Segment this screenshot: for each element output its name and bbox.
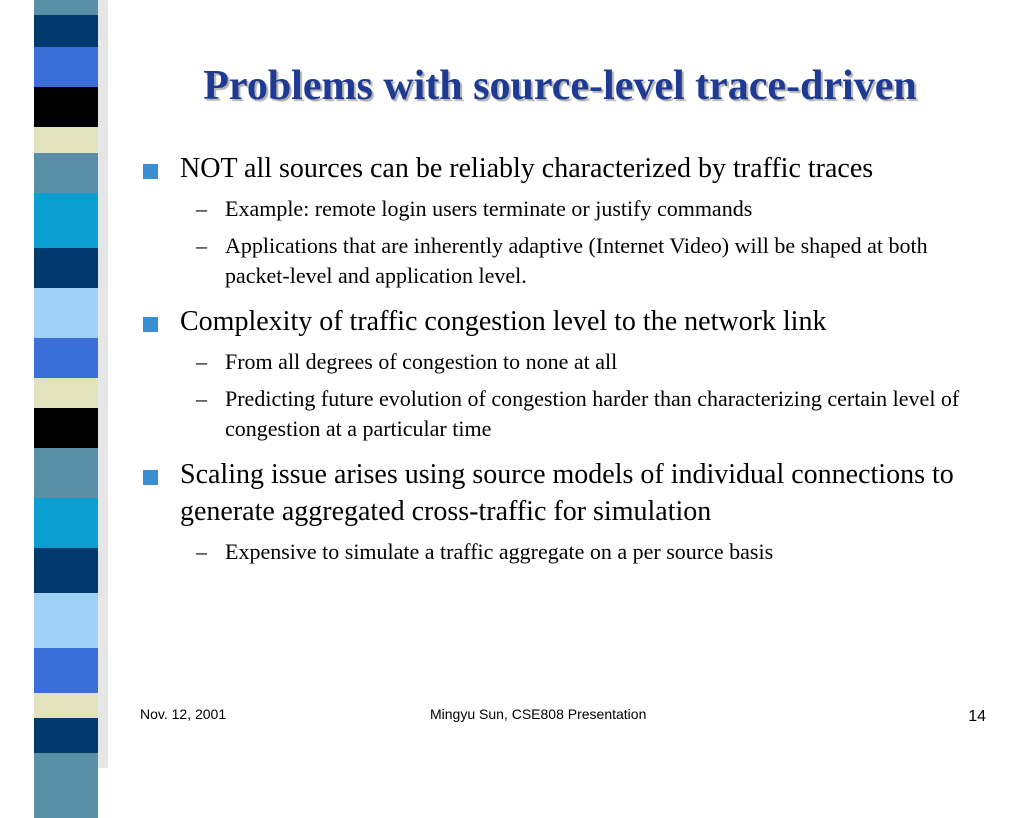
stripe-segment bbox=[34, 378, 98, 408]
sub-bullet-item bbox=[143, 231, 973, 291]
stripe-segment bbox=[34, 408, 98, 448]
bullet-text: Complexity of traffic congestion level to the network link bbox=[180, 306, 827, 337]
footer-presenter: Mingyu Sun, CSE808 Presentation bbox=[430, 706, 647, 722]
stripe-segment bbox=[34, 548, 98, 593]
stripe-segment bbox=[34, 338, 98, 378]
sub-bullet-item bbox=[143, 537, 973, 567]
sub-bullet-item bbox=[143, 194, 973, 224]
stripe-segment bbox=[34, 498, 98, 548]
sub-bullet-item bbox=[143, 384, 973, 444]
stripe-segment bbox=[34, 718, 98, 753]
bullet-text: NOT all sources can be reliably characterized by traffic traces bbox=[180, 153, 874, 184]
bullet-item bbox=[143, 303, 973, 340]
sub-bullet-text: From all degrees of congestion to none at all bbox=[225, 349, 618, 374]
bullet-item bbox=[143, 456, 973, 530]
bullet-text: Scaling issue arises using source models of individual connections to generate aggregated cross-traffic for simulation bbox=[180, 459, 954, 527]
stripe-segment bbox=[34, 0, 98, 15]
stripe-segment bbox=[34, 193, 98, 248]
dash-marker: – bbox=[196, 539, 207, 564]
decorative-stripe-bar bbox=[0, 0, 118, 768]
stripe-segment bbox=[34, 47, 98, 87]
stripe-segment bbox=[34, 15, 98, 47]
stripe-segment bbox=[34, 648, 98, 693]
page-number: 14 bbox=[968, 708, 986, 725]
stripe-segment bbox=[34, 693, 98, 718]
stripe-segment bbox=[34, 593, 98, 648]
sub-bullet-item bbox=[143, 347, 973, 377]
stripe-segment bbox=[34, 87, 98, 127]
dash-marker: – bbox=[196, 233, 207, 258]
slide-content bbox=[143, 150, 973, 567]
dash-marker: – bbox=[196, 386, 207, 411]
dash-marker: – bbox=[196, 349, 207, 374]
stripe-segment bbox=[34, 753, 98, 818]
stripe-segment bbox=[34, 153, 98, 193]
stripe-column bbox=[34, 0, 98, 768]
sub-bullet-text: Applications that are inherently adaptive (Internet Video) will be shaped at both packet-level and application level. bbox=[225, 233, 928, 288]
stripe-segment bbox=[34, 127, 98, 153]
footer-date: Nov. 12, 2001 bbox=[140, 706, 227, 722]
slide-title: Problems with source-level trace-driven bbox=[203, 63, 917, 109]
stripe-segment bbox=[34, 248, 98, 288]
sub-bullet-text: Predicting future evolution of congestion harder than characterizing certain level of congestion at a particular time bbox=[225, 386, 960, 441]
sub-bullet-text: Expensive to simulate a traffic aggregate on a per source basis bbox=[225, 539, 774, 564]
sub-bullet-text: Example: remote login users terminate or justify commands bbox=[225, 196, 753, 221]
bullet-item bbox=[143, 150, 973, 187]
stripe-segment bbox=[34, 448, 98, 498]
stripe-segment bbox=[34, 288, 98, 338]
stripe-shadow bbox=[98, 0, 108, 768]
dash-marker: – bbox=[196, 196, 207, 221]
square-bullet-icon bbox=[143, 317, 158, 332]
square-bullet-icon bbox=[143, 470, 158, 485]
square-bullet-icon bbox=[143, 164, 158, 179]
